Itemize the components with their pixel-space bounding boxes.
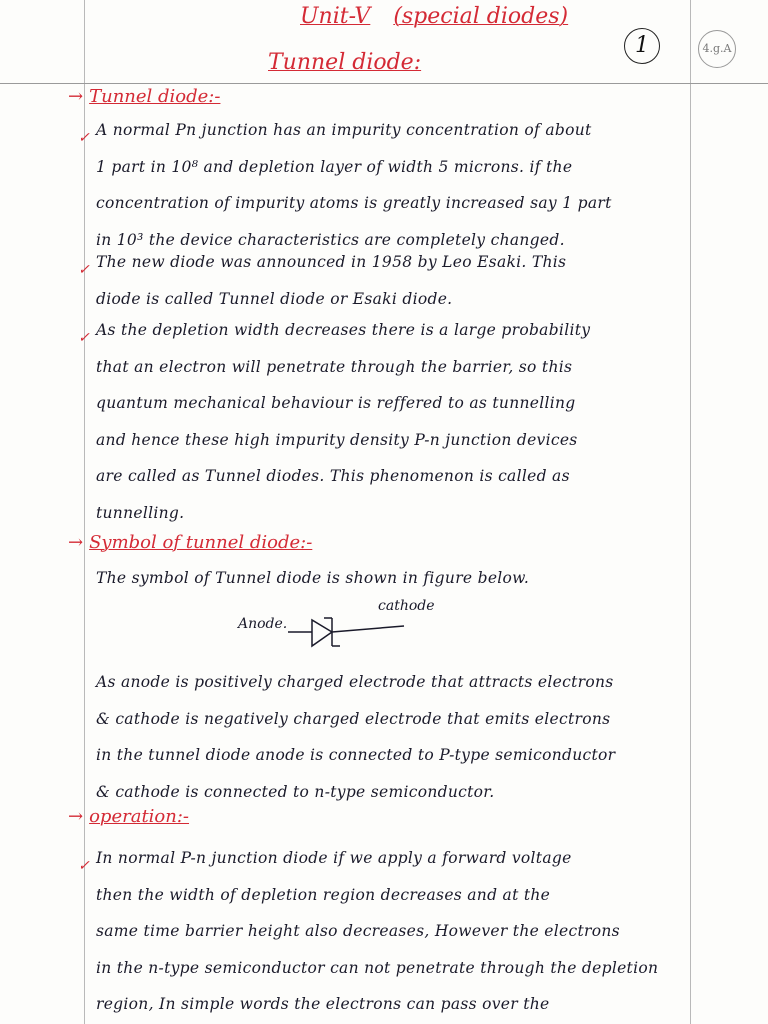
arrow-icon: → — [68, 532, 84, 553]
paragraph-esaki: The new diode was announced in 1958 by Leo Esaki. This diode is called Tunnel diode or Esaki diode. — [96, 253, 567, 308]
unit-label: Unit-V — [300, 4, 371, 29]
paragraph-tunnelling: As the depletion width decreases there is a large probability that an electron will penetrate through the barrier, so this quantum mechanical behaviour is reffered to as tunnelling and hence these high impurity density P-n junction devices are called as Tunnel diodes. This phenomenon is called as tunnelling. — [96, 321, 591, 522]
tick-icon: ✓ — [78, 262, 90, 278]
arrow-icon: → — [68, 806, 84, 827]
section-heading-operation: → operation:- — [68, 806, 190, 827]
anode-label: Anode. — [238, 616, 288, 632]
paragraph-anode-cathode: As anode is positively charged electrode that attracts electrons & cathode is negatively charged electrode that emits electrons in the tunnel diode anode is connected to P-type semiconductor & cathode is connected to n-type semiconductor. — [96, 673, 616, 801]
arrow-icon: → — [68, 86, 84, 107]
symbol-intro: The symbol of Tunnel diode is shown in figure below. — [96, 569, 530, 587]
page-number: 1 — [624, 28, 660, 64]
paragraph-impurity: A normal Pn junction has an impurity concentration of about 1 part in 10⁸ and depletion layer of width 5 microns. if the concentration of impurity atoms is greatly increased say 1 part in 10³ the device characteristics are completely changed. — [96, 121, 612, 249]
diode-symbol-icon — [232, 606, 412, 666]
subject-label: (special diodes) — [393, 4, 569, 29]
paragraph-operation: In normal P-n junction diode if we apply a forward voltage then the width of depletion region decreases and at the same time barrier height also decreases, However the electrons in the n-type semiconductor can not penetrate through the depletion region, In simple words the electrons can pass over the — [96, 849, 659, 1013]
tick-icon: ✓ — [78, 330, 90, 346]
header-rule — [0, 83, 768, 84]
page-title: Tunnel diode: — [268, 50, 422, 75]
page-stamp: 4.g.A — [698, 30, 736, 68]
tick-icon: ✓ — [78, 858, 90, 874]
tick-icon: ✓ — [78, 130, 90, 146]
cathode-label: cathode — [378, 598, 435, 614]
unit-header — [300, 4, 568, 29]
section-heading-symbol: → Symbol of tunnel diode:- — [68, 532, 313, 553]
section-heading-tunnel-diode: → Tunnel diode:- — [68, 86, 221, 107]
